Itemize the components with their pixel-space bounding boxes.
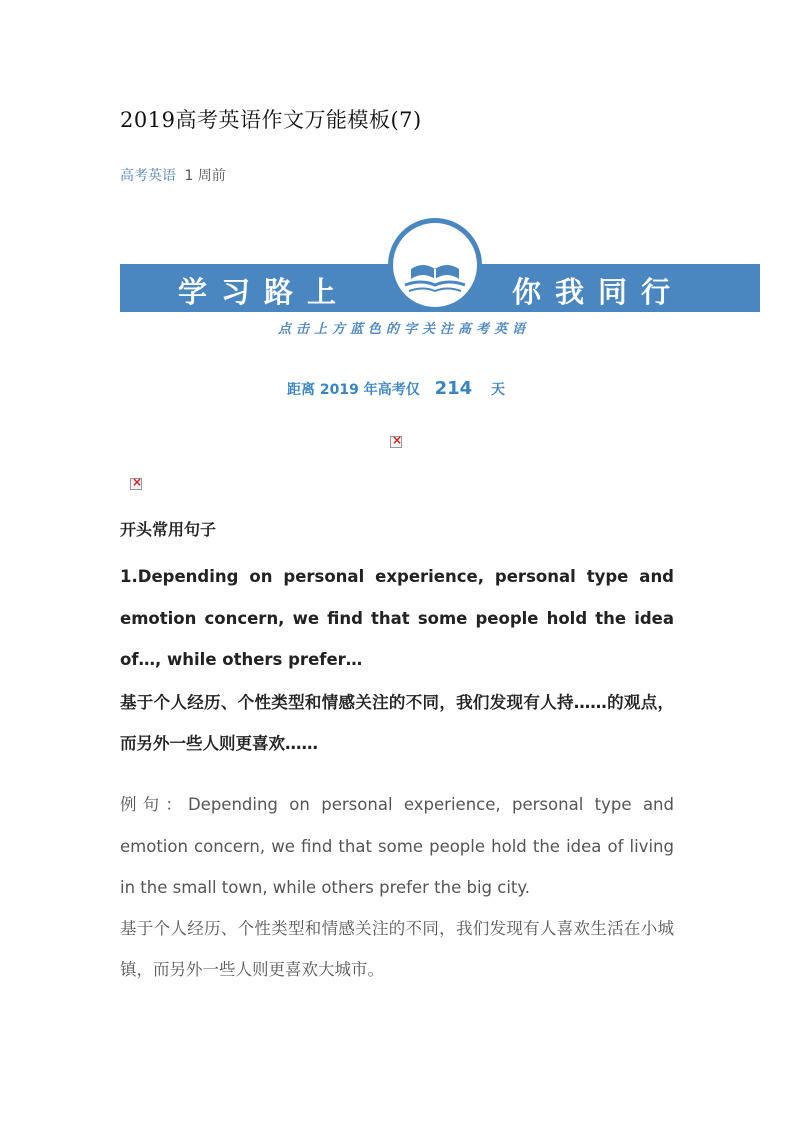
countdown-suffix: 天 xyxy=(491,382,506,398)
banner-right-text: 你我同行 xyxy=(512,275,685,309)
template-sentence-cn: 基于个人经历、个性类型和情感关注的不同，我们发现有人持……的观点，而另外一些人则更喜欢…… xyxy=(120,693,674,753)
publish-time: 1 周前 xyxy=(184,168,226,184)
countdown-days: 214 xyxy=(434,378,473,399)
exam-countdown xyxy=(287,378,505,399)
countdown-prefix: 距离 2019 年高考仅 xyxy=(287,382,420,398)
example-sentence-cn: 基于个人经历、个性类型和情感关注的不同，我们发现有人喜欢生活在小城镇，而另外一些人则更喜欢大城市。 xyxy=(120,919,674,979)
banner-left-text: 学习路上 xyxy=(178,275,351,309)
banner-image xyxy=(120,218,760,343)
article-meta xyxy=(120,165,226,185)
section-heading: 开头常用句子 xyxy=(120,520,217,539)
broken-image-icon[interactable] xyxy=(130,478,142,490)
broken-image-icon[interactable] xyxy=(390,436,402,448)
source-link[interactable]: 高考英语 xyxy=(120,168,176,184)
banner-subtitle: 点击上方蓝色的字关注高考英语 xyxy=(278,322,531,337)
article-title: 2019高考英语作文万能模板(7) xyxy=(120,108,422,132)
example-sentence-en: 例句：Depending on personal experience, personal type and emotion concern, we find that some people hold the idea of living in the small town, while others prefer the big city. xyxy=(120,795,674,897)
template-sentence-en: 1.Depending on personal experience, personal type and emotion concern, we find that some people hold the idea of…, while others prefer… xyxy=(120,567,674,669)
book-logo-icon xyxy=(388,218,482,312)
